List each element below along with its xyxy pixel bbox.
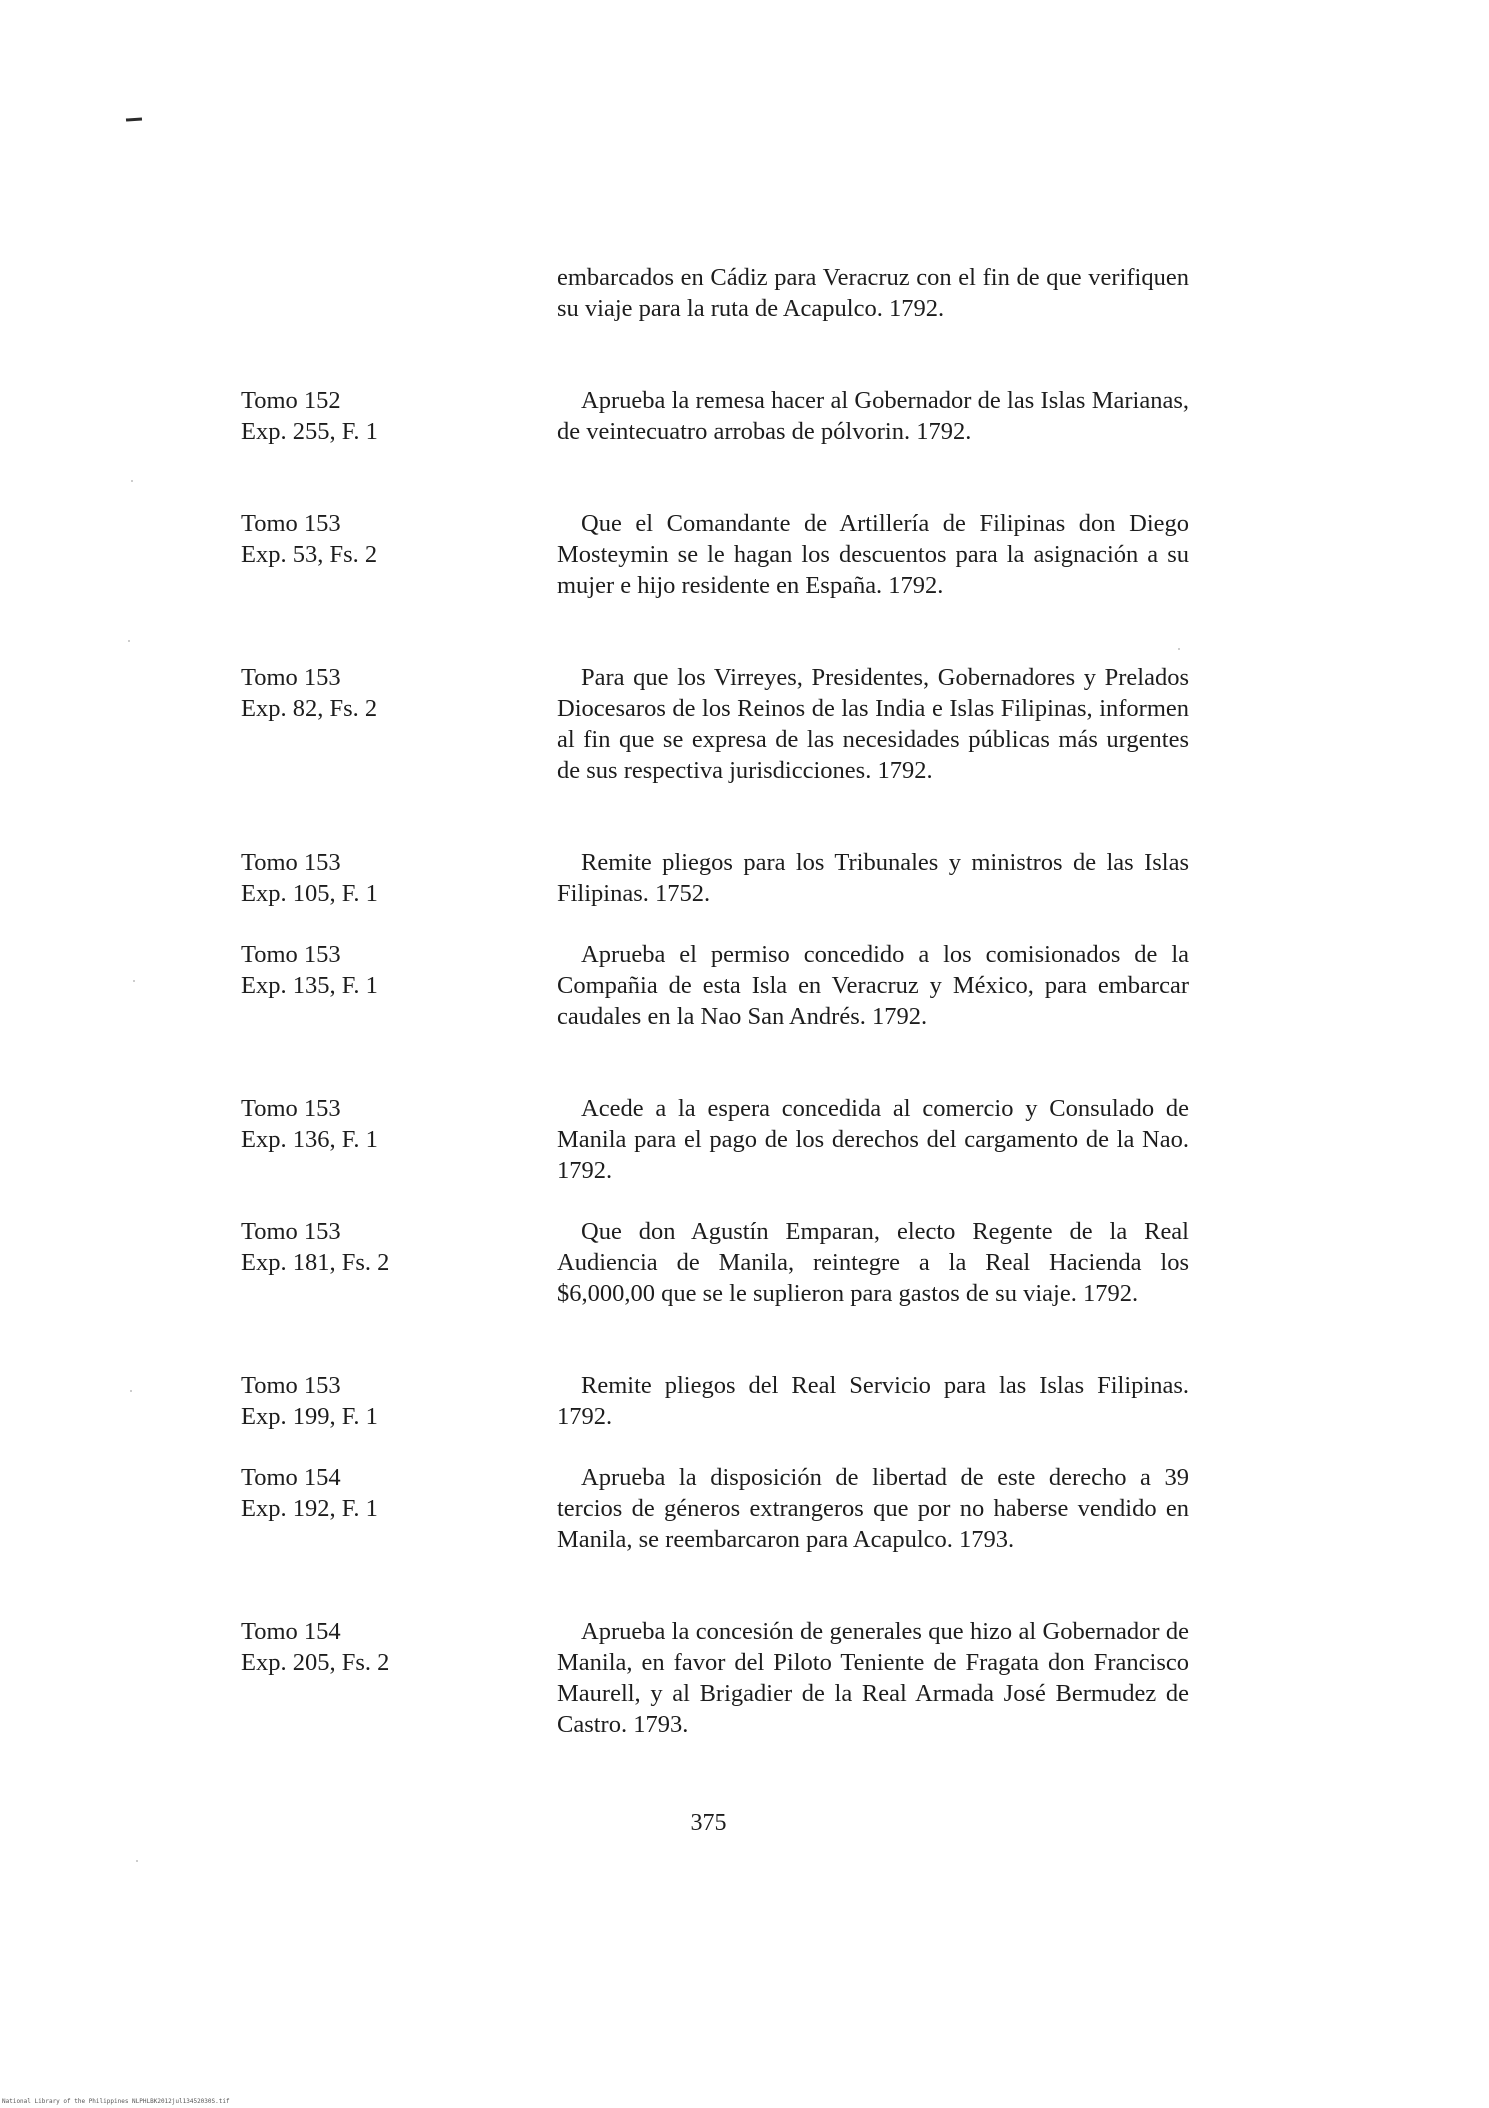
entry-tomo: Tomo 154	[241, 1618, 341, 1645]
entry-reference	[241, 385, 501, 447]
entry-tomo: Tomo 153	[241, 849, 341, 876]
entry-reference	[241, 1216, 501, 1278]
entry-exp: Exp. 255, F. 1	[241, 418, 378, 445]
entry-tomo: Tomo 153	[241, 941, 341, 968]
entry-reference	[241, 1462, 501, 1524]
entry-description: Que el Comandante de Artillería de Filipinas don Diego Mosteymin se le hagan los descuentos para la asignación a su mujer e hijo residente en España. 1792.	[557, 510, 1189, 599]
entry-description: Que don Agustín Emparan, electo Regente de la Real Audiencia de Manila, reintegre a la Real Hacienda los $6,000,00 que se le suplieron para gastos de su viaje. 1792.	[557, 1218, 1189, 1307]
entry-tomo: Tomo 153	[241, 1095, 341, 1122]
entry-tomo: Tomo 152	[241, 387, 341, 414]
entry-tomo: Tomo 153	[241, 1218, 341, 1245]
scan-speck	[133, 980, 135, 982]
entry-description: Aprueba la disposición de libertad de este derecho a 39 tercios de géneros extrangeros que por no haberse vendido en Manila, se reembarcaron para Acapulco. 1793.	[557, 1464, 1189, 1553]
entry-exp: Exp. 192, F. 1	[241, 1495, 378, 1522]
entry-exp: Exp. 105, F. 1	[241, 880, 378, 907]
entry-tomo: Tomo 154	[241, 1464, 341, 1491]
page-number	[0, 1808, 1489, 1838]
entry-exp: Exp. 181, Fs. 2	[241, 1249, 390, 1276]
page-number-value: 375	[690, 1810, 727, 1836]
entry-reference	[241, 662, 501, 724]
entry-exp: Exp. 205, Fs. 2	[241, 1649, 390, 1676]
entry-exp: Exp. 199, F. 1	[241, 1403, 378, 1430]
entry-reference	[241, 1370, 501, 1432]
entry-reference	[241, 939, 501, 1001]
scan-caption: National Library of the Philippines NLPHLBK2012jul13452030S.tif	[2, 2098, 230, 2105]
continued-paragraph: embarcados en Cádiz para Veracruz con el fin de que verifiquen su viaje para la ruta de Acapulco. 1792.	[557, 264, 1189, 322]
entry-exp: Exp. 82, Fs. 2	[241, 695, 378, 722]
entry-exp: Exp. 53, Fs. 2	[241, 541, 378, 568]
entry-description: Aprueba el permiso concedido a los comisionados de la Compañia de esta Isla en Veracruz y México, para embarcar caudales en la Nao San Andrés. 1792.	[557, 941, 1189, 1030]
entry-description: Remite pliegos para los Tribunales y ministros de las Islas Filipinas. 1752.	[557, 849, 1189, 907]
entry-tomo: Tomo 153	[241, 510, 341, 537]
entry-description: Aprueba la concesión de generales que hizo al Gobernador de Manila, en favor del Piloto Teniente de Fragata don Francisco Maurell, y al Brigadier de la Real Armada José Bermudez de Castro. 1793.	[557, 1618, 1189, 1738]
scan-mark	[126, 117, 142, 121]
entry-reference	[241, 1093, 501, 1155]
entry-description: Aprueba la remesa hacer al Gobernador de las Islas Marianas, de veintecuatro arrobas de pólvorin. 1792.	[557, 387, 1189, 445]
entry-tomo: Tomo 153	[241, 664, 341, 691]
scan-speck	[1178, 648, 1180, 650]
entry-exp: Exp. 135, F. 1	[241, 972, 378, 999]
entry-exp: Exp. 136, F. 1	[241, 1126, 378, 1153]
entry-tomo: Tomo 153	[241, 1372, 341, 1399]
entry-description: Acede a la espera concedida al comercio y Consulado de Manila para el pago de los derechos del cargamento de la Nao. 1792.	[557, 1095, 1189, 1184]
scan-speck	[131, 480, 133, 482]
entry-reference	[241, 1616, 501, 1678]
entry-reference	[241, 847, 501, 909]
entry-description: Remite pliegos del Real Servicio para las Islas Filipinas. 1792.	[557, 1372, 1189, 1430]
entry-reference	[241, 508, 501, 570]
scan-speck	[128, 640, 130, 642]
scan-speck	[136, 1860, 138, 1862]
scan-speck	[130, 1390, 132, 1392]
entry-description: Para que los Virreyes, Presidentes, Gobernadores y Prelados Diocesaros de los Reinos de las India e Islas Filipinas, informen al fin que se expresa de las necesidades públicas más urgentes de sus respectiva jurisdicciones. 1792.	[557, 664, 1189, 784]
